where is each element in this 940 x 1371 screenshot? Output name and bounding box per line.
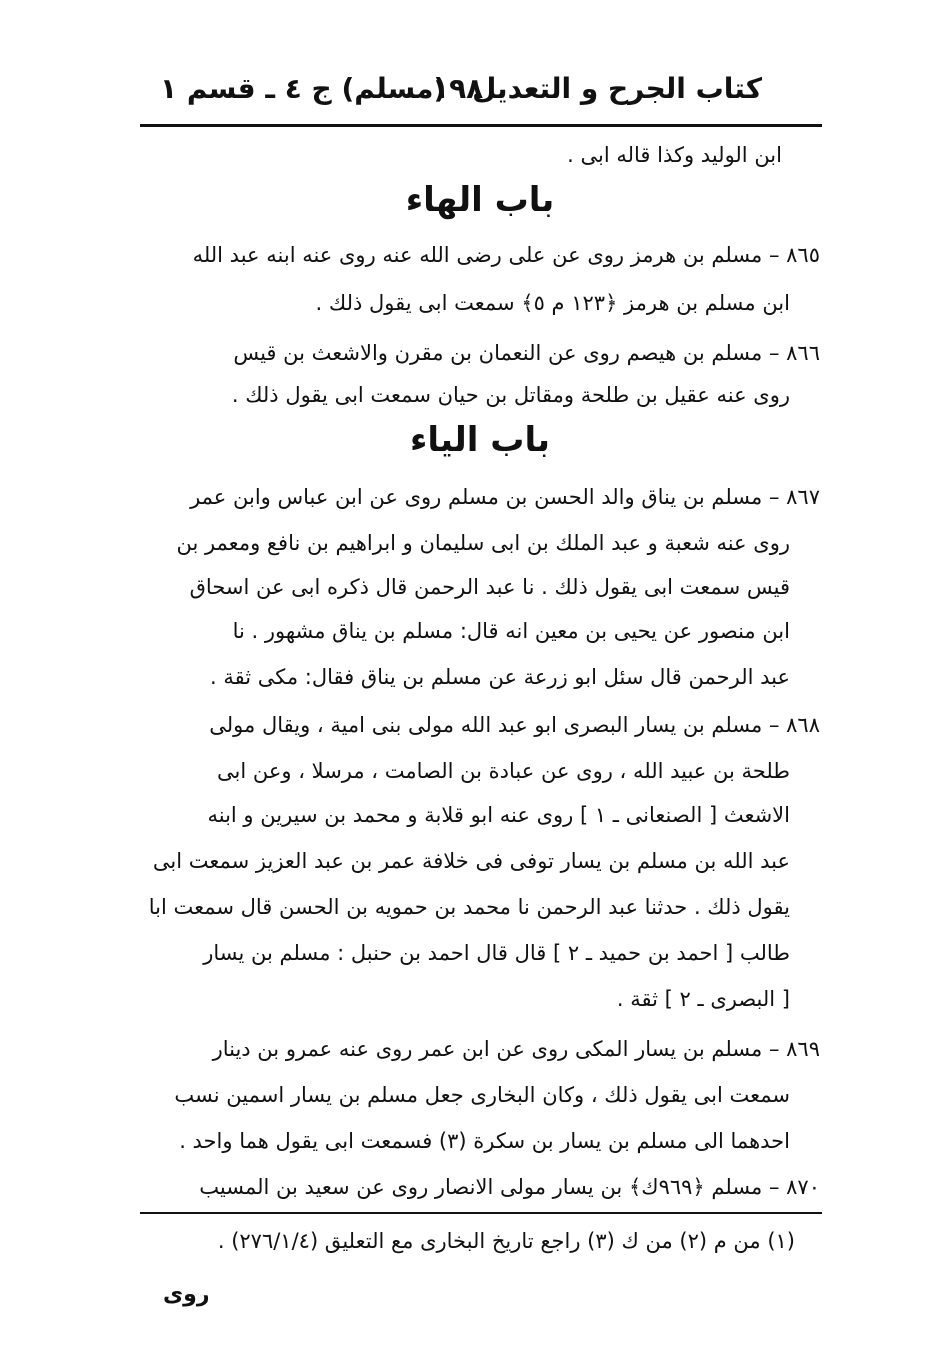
page-number: ١٩٨ (432, 72, 484, 105)
header-rule (140, 124, 822, 127)
text-line: ابن مسلم بن هرمز ﴿١٢٣ م ٥﴾ سمعت ابى يقول ذلك . (315, 291, 790, 315)
text-line: سمعت ابى يقول ذلك ، وكان البخارى جعل مسلم بن يسار اسمين نسب (174, 1083, 790, 1107)
text-line: طلحة بن عبيد الله ، روى عن عبادة بن الصامت ، مرسلا ، وعن ابى (217, 759, 790, 783)
section-heading: باب الياء (410, 420, 550, 460)
section-heading: باب الهاء (405, 180, 555, 220)
footnote-rule (140, 1212, 822, 1214)
entry-867: ٨٦٧ – مسلم بن يناق والد الحسن بن مسلم روى عن ابن عباس وابن عمر (190, 485, 820, 509)
text-line: عبد الرحمن قال سئل ابو زرعة عن مسلم بن يناق فقال: مكى ثقة . (209, 665, 790, 689)
text-line: عبد الله بن مسلم بن يسار توفى فى خلافة عمر بن عبد العزيز سمعت ابى (152, 849, 790, 873)
entry-866: ٨٦٦ – مسلم بن هيصم روى عن النعمان بن مقرن والاشعث بن قيس (233, 341, 820, 365)
text-line: روى عنه شعبة و عبد الملك بن ابى سليمان و ابراهيم بن نافع ومعمر بن (176, 531, 790, 555)
text-line: طالب [ احمد بن حميد ـ ٢ ] قال قال احمد بن حنبل : مسلم بن يسار (203, 941, 790, 965)
text-line: قيس سمعت ابى يقول ذلك . نا عبد الرحمن قال ذكره ابى عن اسحاق (189, 575, 790, 599)
text-line: احدهما الى مسلم بن يسار بن سكرة (٣) فسمعت ابى يقول هما واحد . (179, 1129, 790, 1153)
text-line: ابن منصور عن يحيى بن معين انه قال: مسلم بن يناق مشهور . نا (232, 619, 790, 643)
running-header (140, 72, 822, 120)
text-line: روى عنه عقيل بن طلحة ومقاتل بن حيان سمعت ابى يقول ذلك . (231, 383, 790, 407)
entry-869: ٨٦٩ – مسلم بن يسار المكى روى عن ابن عمر روى عنه عمرو بن دينار (212, 1037, 820, 1061)
entry-868: ٨٦٨ – مسلم بن يسار البصرى ابو عبد الله مولى بنى امية ، ويقال مولى (209, 713, 820, 737)
catchword: روى (163, 1282, 210, 1307)
text-line: الاشعث [ الصنعانى ـ ١ ] روى عنه ابو قلابة و محمد بن سيرين و ابنه (207, 803, 790, 827)
volume-info: (مسلم) ج ٤ ـ قسم ١ (160, 72, 447, 105)
text-line: ابن الوليد وكذا قاله ابى . (567, 143, 782, 167)
text-line: يقول ذلك . حدثنا عبد الرحمن نا محمد بن حمويه بن الحسن قال سمعت ابا (148, 895, 790, 919)
book-title: كتاب الجرح و التعديل (472, 72, 762, 105)
entry-870: ٨٧٠ – مسلم ﴿٩٦٩ك﴾ بن يسار مولى الانصار روى عن سعيد بن المسيب (199, 1175, 820, 1199)
footnote: (١) من م (٢) من ك (٣) راجع تاريخ البخارى مع التعليق (٢٧٦/١/٤) . (217, 1229, 795, 1253)
entry-865: ٨٦٥ – مسلم بن هرمز روى عن على رضى الله عنه روى عنه ابنه عبد الله (192, 243, 820, 267)
text-line: [ البصرى ـ ٢ ] ثقة . (616, 987, 790, 1011)
